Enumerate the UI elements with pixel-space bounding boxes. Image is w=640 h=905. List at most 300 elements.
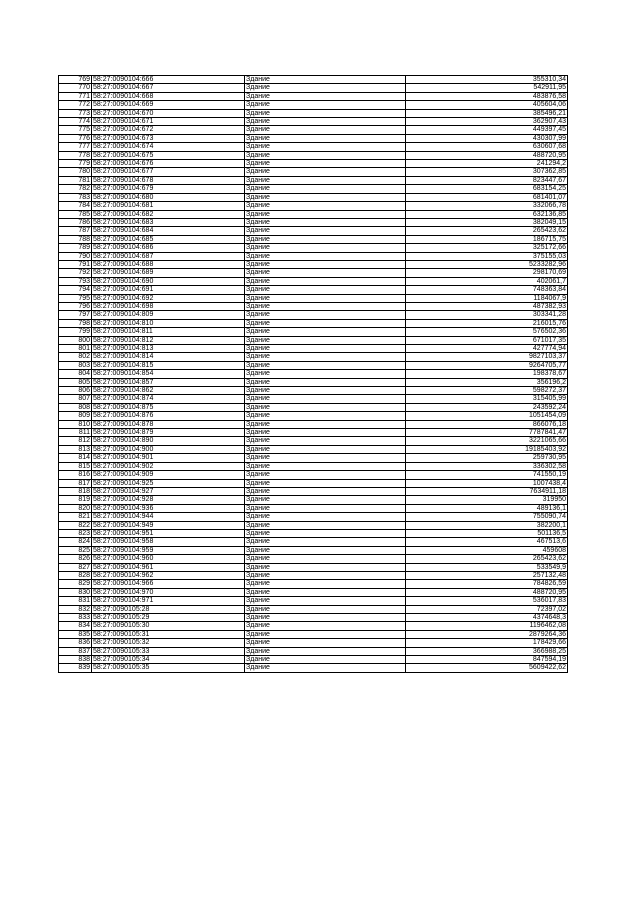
object-type: Здание xyxy=(245,370,406,378)
row-number: 833 xyxy=(59,614,92,622)
object-type: Здание xyxy=(245,319,406,327)
cadastral-number: 58:27:0090104:949 xyxy=(92,521,245,529)
table-row xyxy=(59,521,568,529)
object-type: Здание xyxy=(245,235,406,243)
cadastral-number: 58:27:0090105:30 xyxy=(92,622,245,630)
table-row xyxy=(59,487,568,495)
row-number: 799 xyxy=(59,328,92,336)
table-row xyxy=(59,580,568,588)
cadastral-value: 216015,76 xyxy=(406,319,568,327)
table-row xyxy=(59,269,568,277)
table-row xyxy=(59,647,568,655)
table-row xyxy=(59,244,568,252)
cadastral-number: 58:27:0090104:689 xyxy=(92,269,245,277)
cadastral-number: 58:27:0090104:670 xyxy=(92,109,245,117)
object-type: Здание xyxy=(245,378,406,386)
row-number: 782 xyxy=(59,185,92,193)
cadastral-value: 483876,58 xyxy=(406,92,568,100)
object-type: Здание xyxy=(245,571,406,579)
table-row xyxy=(59,202,568,210)
cadastral-value: 489136,1 xyxy=(406,504,568,512)
table-row xyxy=(59,218,568,226)
object-type: Здание xyxy=(245,328,406,336)
object-type: Здание xyxy=(245,345,406,353)
cadastral-value: 385496,21 xyxy=(406,109,568,117)
row-number: 832 xyxy=(59,605,92,613)
table-row xyxy=(59,588,568,596)
cadastral-value: 298170,69 xyxy=(406,269,568,277)
table-row xyxy=(59,454,568,462)
cadastral-number: 58:27:0090104:874 xyxy=(92,395,245,403)
object-type: Здание xyxy=(245,294,406,302)
object-type: Здание xyxy=(245,109,406,117)
cadastral-value: 1051454,09 xyxy=(406,412,568,420)
object-type: Здание xyxy=(245,101,406,109)
table-row xyxy=(59,185,568,193)
cadastral-number: 58:27:0090104:876 xyxy=(92,412,245,420)
cadastral-value: 19185403,92 xyxy=(406,445,568,453)
object-type: Здание xyxy=(245,210,406,218)
row-number: 775 xyxy=(59,126,92,134)
cadastral-number: 58:27:0090104:944 xyxy=(92,513,245,521)
row-number: 806 xyxy=(59,387,92,395)
cadastral-number: 58:27:0090104:810 xyxy=(92,319,245,327)
object-type: Здание xyxy=(245,487,406,495)
object-type: Здание xyxy=(245,311,406,319)
row-number: 785 xyxy=(59,210,92,218)
cadastral-number: 58:27:0090104:673 xyxy=(92,134,245,142)
table-row xyxy=(59,101,568,109)
cadastral-value: 336302,58 xyxy=(406,462,568,470)
cadastral-number: 58:27:0090104:815 xyxy=(92,361,245,369)
cadastral-value: 325172,66 xyxy=(406,244,568,252)
table-row xyxy=(59,437,568,445)
cadastral-number: 58:27:0090104:680 xyxy=(92,193,245,201)
table-row xyxy=(59,311,568,319)
row-number: 791 xyxy=(59,260,92,268)
cadastral-value: 307362,85 xyxy=(406,168,568,176)
cadastral-value: 332066,78 xyxy=(406,202,568,210)
row-number: 819 xyxy=(59,496,92,504)
row-number: 828 xyxy=(59,571,92,579)
cadastral-value: 501136,5 xyxy=(406,529,568,537)
table-row xyxy=(59,656,568,664)
cadastral-number: 58:27:0090104:951 xyxy=(92,529,245,537)
cadastral-value: 1196462,08 xyxy=(406,622,568,630)
object-type: Здание xyxy=(245,630,406,638)
row-number: 783 xyxy=(59,193,92,201)
row-number: 808 xyxy=(59,403,92,411)
row-number: 805 xyxy=(59,378,92,386)
cadastral-value: 402061,7 xyxy=(406,277,568,285)
table-row xyxy=(59,462,568,470)
cadastral-value: 681401,07 xyxy=(406,193,568,201)
table-row xyxy=(59,84,568,92)
table-row xyxy=(59,529,568,537)
object-type: Здание xyxy=(245,277,406,285)
cadastral-value: 683154,25 xyxy=(406,185,568,193)
table-row xyxy=(59,664,568,672)
table-row xyxy=(59,597,568,605)
row-number: 790 xyxy=(59,252,92,260)
table-row xyxy=(59,395,568,403)
cadastral-value: 362907,43 xyxy=(406,118,568,126)
cadastral-number: 58:27:0090104:900 xyxy=(92,445,245,453)
cadastral-number: 58:27:0090104:682 xyxy=(92,210,245,218)
cadastral-number: 58:27:0090104:683 xyxy=(92,218,245,226)
cadastral-number: 58:27:0090104:688 xyxy=(92,260,245,268)
object-type: Здание xyxy=(245,134,406,142)
row-number: 798 xyxy=(59,319,92,327)
table-row xyxy=(59,302,568,310)
object-type: Здание xyxy=(245,286,406,294)
row-number: 802 xyxy=(59,353,92,361)
object-type: Здание xyxy=(245,614,406,622)
object-type: Здание xyxy=(245,227,406,235)
row-number: 807 xyxy=(59,395,92,403)
table-row xyxy=(59,622,568,630)
cadastral-value: 459608 xyxy=(406,546,568,554)
table-row xyxy=(59,538,568,546)
cadastral-value: 186715,75 xyxy=(406,235,568,243)
table-row xyxy=(59,151,568,159)
cadastral-number: 58:27:0090104:684 xyxy=(92,227,245,235)
row-number: 801 xyxy=(59,345,92,353)
row-number: 795 xyxy=(59,294,92,302)
table-row xyxy=(59,252,568,260)
cadastral-value: 2879264,36 xyxy=(406,630,568,638)
table-row xyxy=(59,109,568,117)
cadastral-value: 355310,34 xyxy=(406,76,568,84)
object-type: Здание xyxy=(245,588,406,596)
row-number: 778 xyxy=(59,151,92,159)
table-row xyxy=(59,513,568,521)
cadastral-value: 487382,93 xyxy=(406,302,568,310)
cadastral-number: 58:27:0090104:675 xyxy=(92,151,245,159)
cadastral-value: 488720,95 xyxy=(406,588,568,596)
cadastral-number: 58:27:0090104:676 xyxy=(92,160,245,168)
cadastral-value: 784826,59 xyxy=(406,580,568,588)
cadastral-number: 58:27:0090104:813 xyxy=(92,345,245,353)
cadastral-value: 866076,18 xyxy=(406,420,568,428)
cadastral-number: 58:27:0090104:966 xyxy=(92,580,245,588)
table-row xyxy=(59,210,568,218)
cadastral-value: 9827103,37 xyxy=(406,353,568,361)
object-type: Здание xyxy=(245,84,406,92)
cadastral-number: 58:27:0090104:862 xyxy=(92,387,245,395)
table-row xyxy=(59,328,568,336)
cadastral-value: 748363,84 xyxy=(406,286,568,294)
row-number: 816 xyxy=(59,471,92,479)
cadastral-number: 58:27:0090104:878 xyxy=(92,420,245,428)
cadastral-number: 58:27:0090104:962 xyxy=(92,571,245,579)
row-number: 838 xyxy=(59,656,92,664)
cadastral-number: 58:27:0090104:679 xyxy=(92,185,245,193)
table-row xyxy=(59,639,568,647)
object-type: Здание xyxy=(245,403,406,411)
row-number: 809 xyxy=(59,412,92,420)
cadastral-value: 9264705,77 xyxy=(406,361,568,369)
object-type: Здание xyxy=(245,555,406,563)
object-type: Здание xyxy=(245,260,406,268)
cadastral-value: 5609422,62 xyxy=(406,664,568,672)
object-type: Здание xyxy=(245,445,406,453)
cadastral-number: 58:27:0090104:671 xyxy=(92,118,245,126)
cadastral-number: 58:27:0090104:677 xyxy=(92,168,245,176)
object-type: Здание xyxy=(245,529,406,537)
object-type: Здание xyxy=(245,160,406,168)
row-number: 810 xyxy=(59,420,92,428)
table-row xyxy=(59,294,568,302)
table-row xyxy=(59,235,568,243)
row-number: 786 xyxy=(59,218,92,226)
cadastral-number: 58:27:0090104:961 xyxy=(92,563,245,571)
object-type: Здание xyxy=(245,580,406,588)
table-row xyxy=(59,160,568,168)
table-row xyxy=(59,353,568,361)
cadastral-number: 58:27:0090105:35 xyxy=(92,664,245,672)
cadastral-value: 356196,2 xyxy=(406,378,568,386)
row-number: 824 xyxy=(59,538,92,546)
cadastral-value: 259730,95 xyxy=(406,454,568,462)
cadastral-value: 315405,99 xyxy=(406,395,568,403)
row-number: 773 xyxy=(59,109,92,117)
row-number: 818 xyxy=(59,487,92,495)
table-row xyxy=(59,555,568,563)
cadastral-value: 375155,03 xyxy=(406,252,568,260)
cadastral-number: 58:27:0090104:960 xyxy=(92,555,245,563)
table-row xyxy=(59,429,568,437)
row-number: 780 xyxy=(59,168,92,176)
cadastral-value: 533549,9 xyxy=(406,563,568,571)
table-row xyxy=(59,92,568,100)
table-row xyxy=(59,571,568,579)
cadastral-value: 5233282,96 xyxy=(406,260,568,268)
table-row xyxy=(59,412,568,420)
cadastral-number: 58:27:0090104:902 xyxy=(92,462,245,470)
object-type: Здание xyxy=(245,193,406,201)
cadastral-number: 58:27:0090104:909 xyxy=(92,471,245,479)
table-row xyxy=(59,563,568,571)
cadastral-value: 198378,67 xyxy=(406,370,568,378)
object-type: Здание xyxy=(245,244,406,252)
table-row xyxy=(59,403,568,411)
object-type: Здание xyxy=(245,76,406,84)
cadastral-number: 58:27:0090105:29 xyxy=(92,614,245,622)
row-number: 822 xyxy=(59,521,92,529)
table-row xyxy=(59,387,568,395)
table-row xyxy=(59,134,568,142)
row-number: 784 xyxy=(59,202,92,210)
table-row xyxy=(59,336,568,344)
cadastral-number: 58:27:0090104:971 xyxy=(92,597,245,605)
row-number: 815 xyxy=(59,462,92,470)
table-row xyxy=(59,126,568,134)
row-number: 813 xyxy=(59,445,92,453)
object-type: Здание xyxy=(245,597,406,605)
object-type: Здание xyxy=(245,168,406,176)
cadastral-number: 58:27:0090104:674 xyxy=(92,143,245,151)
object-type: Здание xyxy=(245,656,406,664)
cadastral-value: 1184067,9 xyxy=(406,294,568,302)
cadastral-number: 58:27:0090104:814 xyxy=(92,353,245,361)
table-body xyxy=(59,76,568,673)
table-row xyxy=(59,420,568,428)
cadastral-value: 598272,37 xyxy=(406,387,568,395)
object-type: Здание xyxy=(245,126,406,134)
table-row xyxy=(59,286,568,294)
cadastral-value: 3221065,66 xyxy=(406,437,568,445)
object-type: Здание xyxy=(245,92,406,100)
row-number: 776 xyxy=(59,134,92,142)
object-type: Здание xyxy=(245,336,406,344)
row-number: 825 xyxy=(59,546,92,554)
cadastral-value: 366988,25 xyxy=(406,647,568,655)
object-type: Здание xyxy=(245,563,406,571)
object-type: Здание xyxy=(245,496,406,504)
cadastral-value: 178429,66 xyxy=(406,639,568,647)
cadastral-number: 58:27:0090104:666 xyxy=(92,76,245,84)
table-row xyxy=(59,118,568,126)
cadastral-number: 58:27:0090104:958 xyxy=(92,538,245,546)
cadastral-value-table xyxy=(58,75,568,673)
cadastral-value: 72397,02 xyxy=(406,605,568,613)
cadastral-value: 542911,95 xyxy=(406,84,568,92)
table-row xyxy=(59,370,568,378)
object-type: Здание xyxy=(245,185,406,193)
object-type: Здание xyxy=(245,151,406,159)
cadastral-number: 58:27:0090104:687 xyxy=(92,252,245,260)
table-row xyxy=(59,193,568,201)
cadastral-value: 755090,74 xyxy=(406,513,568,521)
cadastral-number: 58:27:0090104:879 xyxy=(92,429,245,437)
cadastral-value: 467513,6 xyxy=(406,538,568,546)
row-number: 793 xyxy=(59,277,92,285)
object-type: Здание xyxy=(245,437,406,445)
row-number: 792 xyxy=(59,269,92,277)
row-number: 821 xyxy=(59,513,92,521)
cadastral-value: 449397,45 xyxy=(406,126,568,134)
object-type: Здание xyxy=(245,454,406,462)
table-row xyxy=(59,260,568,268)
cadastral-number: 58:27:0090104:936 xyxy=(92,504,245,512)
table-row xyxy=(59,496,568,504)
table-row xyxy=(59,345,568,353)
row-number: 779 xyxy=(59,160,92,168)
cadastral-number: 58:27:0090104:812 xyxy=(92,336,245,344)
row-number: 829 xyxy=(59,580,92,588)
row-number: 835 xyxy=(59,630,92,638)
object-type: Здание xyxy=(245,302,406,310)
row-number: 804 xyxy=(59,370,92,378)
cadastral-number: 58:27:0090104:970 xyxy=(92,588,245,596)
cadastral-number: 58:27:0090105:33 xyxy=(92,647,245,655)
cadastral-number: 58:27:0090105:31 xyxy=(92,630,245,638)
row-number: 769 xyxy=(59,76,92,84)
cadastral-value: 847594,19 xyxy=(406,656,568,664)
row-number: 777 xyxy=(59,143,92,151)
object-type: Здание xyxy=(245,647,406,655)
cadastral-number: 58:27:0090105:34 xyxy=(92,656,245,664)
object-type: Здание xyxy=(245,269,406,277)
object-type: Здание xyxy=(245,479,406,487)
table-row xyxy=(59,227,568,235)
cadastral-value: 7787841,47 xyxy=(406,429,568,437)
cadastral-number: 58:27:0090104:681 xyxy=(92,202,245,210)
object-type: Здание xyxy=(245,412,406,420)
row-number: 826 xyxy=(59,555,92,563)
row-number: 781 xyxy=(59,176,92,184)
object-type: Здание xyxy=(245,504,406,512)
row-number: 789 xyxy=(59,244,92,252)
table-row xyxy=(59,378,568,386)
cadastral-value: 241294,2 xyxy=(406,160,568,168)
cadastral-value: 4374648,3 xyxy=(406,614,568,622)
object-type: Здание xyxy=(245,462,406,470)
cadastral-number: 58:27:0090104:690 xyxy=(92,277,245,285)
cadastral-number: 58:27:0090104:685 xyxy=(92,235,245,243)
cadastral-value: 303341,28 xyxy=(406,311,568,319)
row-number: 800 xyxy=(59,336,92,344)
cadastral-value: 265423,62 xyxy=(406,227,568,235)
table-row xyxy=(59,176,568,184)
cadastral-value: 382200,1 xyxy=(406,521,568,529)
table-row xyxy=(59,479,568,487)
row-number: 803 xyxy=(59,361,92,369)
object-type: Здание xyxy=(245,176,406,184)
cadastral-value: 671017,35 xyxy=(406,336,568,344)
object-type: Здание xyxy=(245,471,406,479)
cadastral-number: 58:27:0090104:672 xyxy=(92,126,245,134)
cadastral-value: 382049,15 xyxy=(406,218,568,226)
table-row xyxy=(59,605,568,613)
table-row xyxy=(59,504,568,512)
cadastral-number: 58:27:0090104:925 xyxy=(92,479,245,487)
object-type: Здание xyxy=(245,118,406,126)
row-number: 796 xyxy=(59,302,92,310)
object-type: Здание xyxy=(245,429,406,437)
cadastral-value: 257132,48 xyxy=(406,571,568,579)
row-number: 837 xyxy=(59,647,92,655)
row-number: 788 xyxy=(59,235,92,243)
object-type: Здание xyxy=(245,202,406,210)
object-type: Здание xyxy=(245,546,406,554)
row-number: 830 xyxy=(59,588,92,596)
cadastral-number: 58:27:0090104:809 xyxy=(92,311,245,319)
table-row xyxy=(59,277,568,285)
row-number: 794 xyxy=(59,286,92,294)
row-number: 827 xyxy=(59,563,92,571)
cadastral-number: 58:27:0090104:928 xyxy=(92,496,245,504)
cadastral-number: 58:27:0090104:698 xyxy=(92,302,245,310)
cadastral-value: 632136,85 xyxy=(406,210,568,218)
cadastral-value: 823447,67 xyxy=(406,176,568,184)
cadastral-number: 58:27:0090104:927 xyxy=(92,487,245,495)
row-number: 823 xyxy=(59,529,92,537)
object-type: Здание xyxy=(245,622,406,630)
row-number: 814 xyxy=(59,454,92,462)
object-type: Здание xyxy=(245,538,406,546)
table-row xyxy=(59,143,568,151)
row-number: 836 xyxy=(59,639,92,647)
object-type: Здание xyxy=(245,252,406,260)
cadastral-number: 58:27:0090104:686 xyxy=(92,244,245,252)
table-row xyxy=(59,76,568,84)
row-number: 774 xyxy=(59,118,92,126)
object-type: Здание xyxy=(245,143,406,151)
table-row xyxy=(59,319,568,327)
object-type: Здание xyxy=(245,420,406,428)
